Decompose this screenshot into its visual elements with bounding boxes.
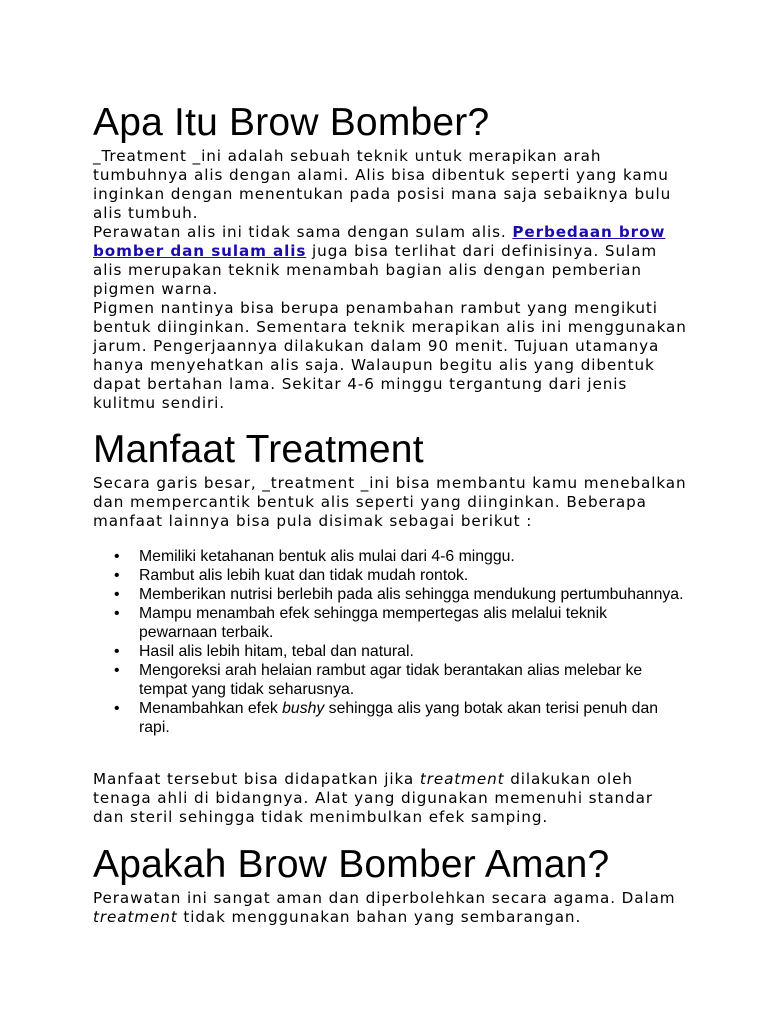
list-item: • Memiliki ketahanan bentuk alis mulai dari 4-6 minggu. <box>93 547 687 566</box>
paragraph-pigment: Pigmen nantinya bisa berupa penambahan rambut yang mengikuti bentuk diinginkan. Sementara teknik merapikan alis ini menggunakan jarum. Pengerjaannya dilakukan dalam 90 menit. Tujuan utamanya hanya menyehatkan alis saja. Walaupun begitu alis yang dibentuk dapat bertahan lama. Sekitar 4-6 minggu tergantung dari jenis kulitmu sendiri. <box>93 299 687 412</box>
paragraph-safety <box>93 889 688 927</box>
heading-manfaat-treatment: Manfaat Treatment <box>93 428 424 471</box>
safety-text-before: Perawatan ini sangat aman dan diperbolehkan secara agama. Dalam <box>93 889 676 907</box>
heading-apa-itu-brow-bomber: Apa Itu Brow Bomber? <box>93 101 490 144</box>
heading-apakah-aman: Apakah Brow Bomber Aman? <box>93 843 610 886</box>
list-item <box>93 699 687 737</box>
paragraph-benefits-intro: Secara garis besar, _treatment _ini bisa membantu kamu menebalkan dan mempercantik bentuk alis seperti yang diinginkan. Beberapa manfaat lainnya bisa pula disimak sebagai berikut : <box>93 474 687 530</box>
safety-text-after: tidak menggunakan bahan yang sembarangan. <box>177 908 582 926</box>
link-perbedaan-brow-bomber-sulam-alis[interactable]: Perbedaan brow bomber dan sulam alis <box>93 223 666 260</box>
outro-text-before: Manfaat tersebut bisa didapatkan jika <box>93 770 420 788</box>
paragraph-benefits-outro <box>93 770 688 827</box>
outro-italic-term: treatment <box>419 770 505 788</box>
paragraph-definition: _Treatment _ini adalah sebuah teknik untuk merapikan arah tumbuhnya alis dengan alami. Alis bisa dibentuk seperti yang kamu inginkan dengan menentukan pada posisi mana saja sebaiknya bulu alis tumbuh. <box>93 147 672 222</box>
comparison-text-after: juga bisa terlihat dari definisinya. Sulam alis merupakan teknik menambah bagian alis dengan pemberian pigmen warna. <box>93 242 658 298</box>
outro-text-after: dilakukan oleh tenaga ahli di bidangnya. Alat yang digunakan memenuhi standar dan steril sehingga tidak menimbulkan efek samping. <box>93 770 653 826</box>
list-item: • Rambut alis lebih kuat dan tidak mudah rontok. <box>93 566 687 585</box>
benefits-list <box>93 547 688 737</box>
document-page <box>93 100 688 927</box>
paragraph-comparison <box>93 223 688 299</box>
safety-italic-term: treatment <box>93 908 178 926</box>
list-item-text-before: Menambahkan efek <box>139 700 283 717</box>
list-item: • Mampu menambah efek sehingga mempertegas alis melalui teknik pewarnaan terbaik. <box>93 604 687 642</box>
list-item: • Mengoreksi arah helaian rambut agar tidak berantakan alias melebar ke tempat yang tidak seharusnya. <box>93 661 687 699</box>
comparison-text-before: Perawatan alis ini tidak sama dengan sulam alis. <box>93 223 513 241</box>
list-item-italic-term: bushy <box>282 700 325 717</box>
list-item: • Memberikan nutrisi berlebih pada alis sehingga mendukung pertumbuhannya. <box>93 585 687 604</box>
list-item: • Hasil alis lebih hitam, tebal dan natural. <box>93 642 687 661</box>
list-item-text-after: sehingga alis yang botak akan terisi penuh dan rapi. <box>139 700 659 736</box>
